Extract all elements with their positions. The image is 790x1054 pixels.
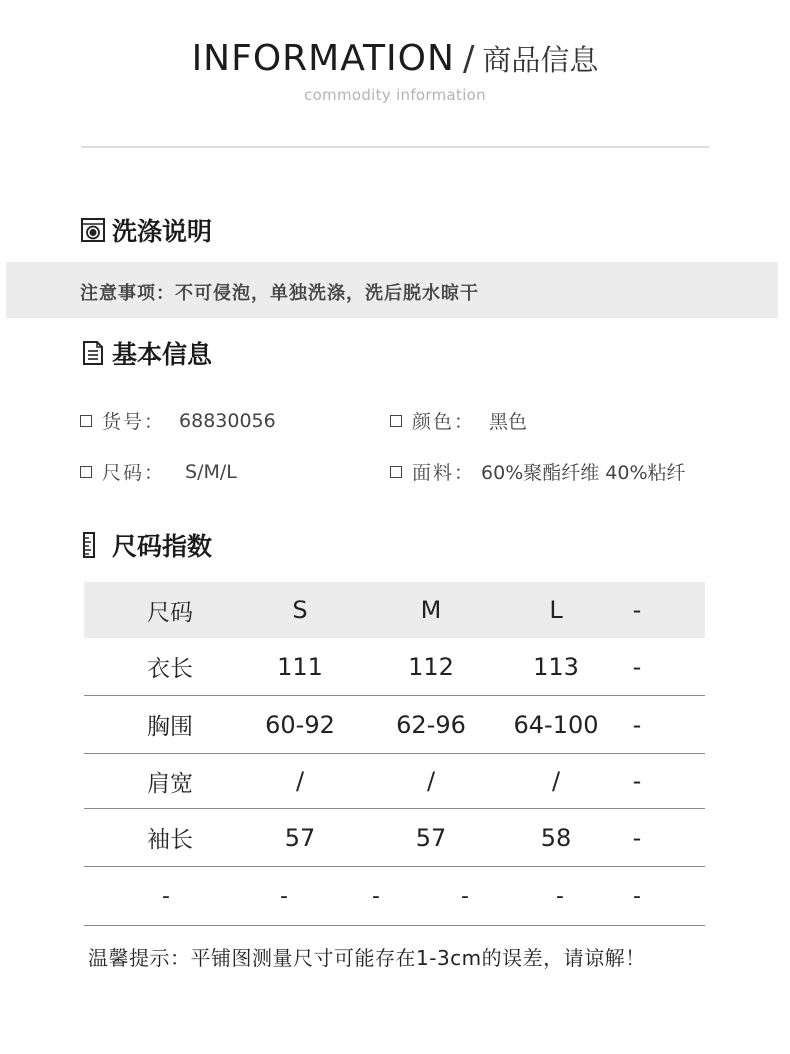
table-cell: 57 xyxy=(284,823,316,852)
table-cell: - xyxy=(280,883,288,909)
table-cell: / xyxy=(551,767,561,795)
table-cell: 64-100 xyxy=(513,710,599,739)
table-cell: - xyxy=(632,652,642,681)
table-header-row xyxy=(84,582,705,638)
table-cell: 胸围 xyxy=(147,714,193,740)
washing-machine-icon xyxy=(80,217,106,243)
table-row xyxy=(84,754,705,809)
title-chinese: 商品信息 xyxy=(482,43,599,77)
table-row xyxy=(84,867,705,926)
checkbox-square-icon xyxy=(80,415,92,427)
basic-section-title xyxy=(80,335,212,371)
title-separator: / xyxy=(462,39,475,79)
measurement-tip: 温馨提示：平铺图测量尺寸可能存在1-3cm的误差，请谅解！ xyxy=(88,946,646,970)
table-cell: 58 xyxy=(540,823,572,852)
table-row xyxy=(84,638,705,696)
table-cell: - xyxy=(461,883,469,909)
table-header-cell: S xyxy=(292,596,308,624)
washing-note: 注意事项：不可侵泡，单独洗涤，洗后脱水晾干 xyxy=(80,283,479,304)
washing-section-title xyxy=(80,212,212,248)
table-cell: - xyxy=(372,883,380,909)
table-cell: - xyxy=(632,823,642,852)
table-cell: / xyxy=(295,767,305,795)
table-header-cell: M xyxy=(420,596,442,624)
page-title xyxy=(0,38,790,79)
size-title-text: 尺码指数 xyxy=(112,532,213,561)
table-cell: 112 xyxy=(408,652,454,681)
table-header-cell: L xyxy=(549,596,563,624)
table-cell: 113 xyxy=(533,652,579,681)
table-cell: 袖长 xyxy=(147,827,193,853)
table-header-cell: - xyxy=(632,596,642,624)
basic-title-text: 基本信息 xyxy=(112,340,213,369)
table-cell: - xyxy=(632,710,642,739)
page-subtitle: commodity information xyxy=(304,86,486,104)
table-cell: - xyxy=(632,767,642,795)
checkbox-square-icon xyxy=(390,466,402,478)
table-cell: 62-96 xyxy=(396,710,466,739)
table-cell: 肩宽 xyxy=(147,770,193,797)
table-cell: - xyxy=(633,883,641,909)
ruler-icon xyxy=(80,532,98,558)
table-header-cell: 尺码 xyxy=(147,599,193,626)
table-cell: 57 xyxy=(415,823,447,852)
table-cell: - xyxy=(162,883,170,909)
table-cell: / xyxy=(426,767,436,795)
table-cell: 衣长 xyxy=(147,656,193,682)
table-row xyxy=(84,809,705,867)
table-row xyxy=(84,696,705,754)
document-icon xyxy=(80,340,106,366)
info-item-size: 尺码： S/M/L xyxy=(80,458,237,485)
size-section-title xyxy=(80,527,212,563)
header-divider xyxy=(81,146,709,148)
table-cell: 111 xyxy=(277,652,323,681)
table-cell: 60-92 xyxy=(265,710,335,739)
info-item-color: 颜色： 黑色 xyxy=(390,407,527,434)
checkbox-square-icon xyxy=(80,466,92,478)
table-cell: - xyxy=(556,883,564,909)
size-table xyxy=(84,582,705,926)
info-item-fabric: 面料： 60%聚酯纤维 40%粘纤 xyxy=(390,458,686,485)
washing-title-text: 洗涤说明 xyxy=(112,217,213,246)
checkbox-square-icon xyxy=(390,415,402,427)
info-item-article-number: 货号： 68830056 xyxy=(80,407,276,434)
title-english: INFORMATION xyxy=(191,38,455,79)
